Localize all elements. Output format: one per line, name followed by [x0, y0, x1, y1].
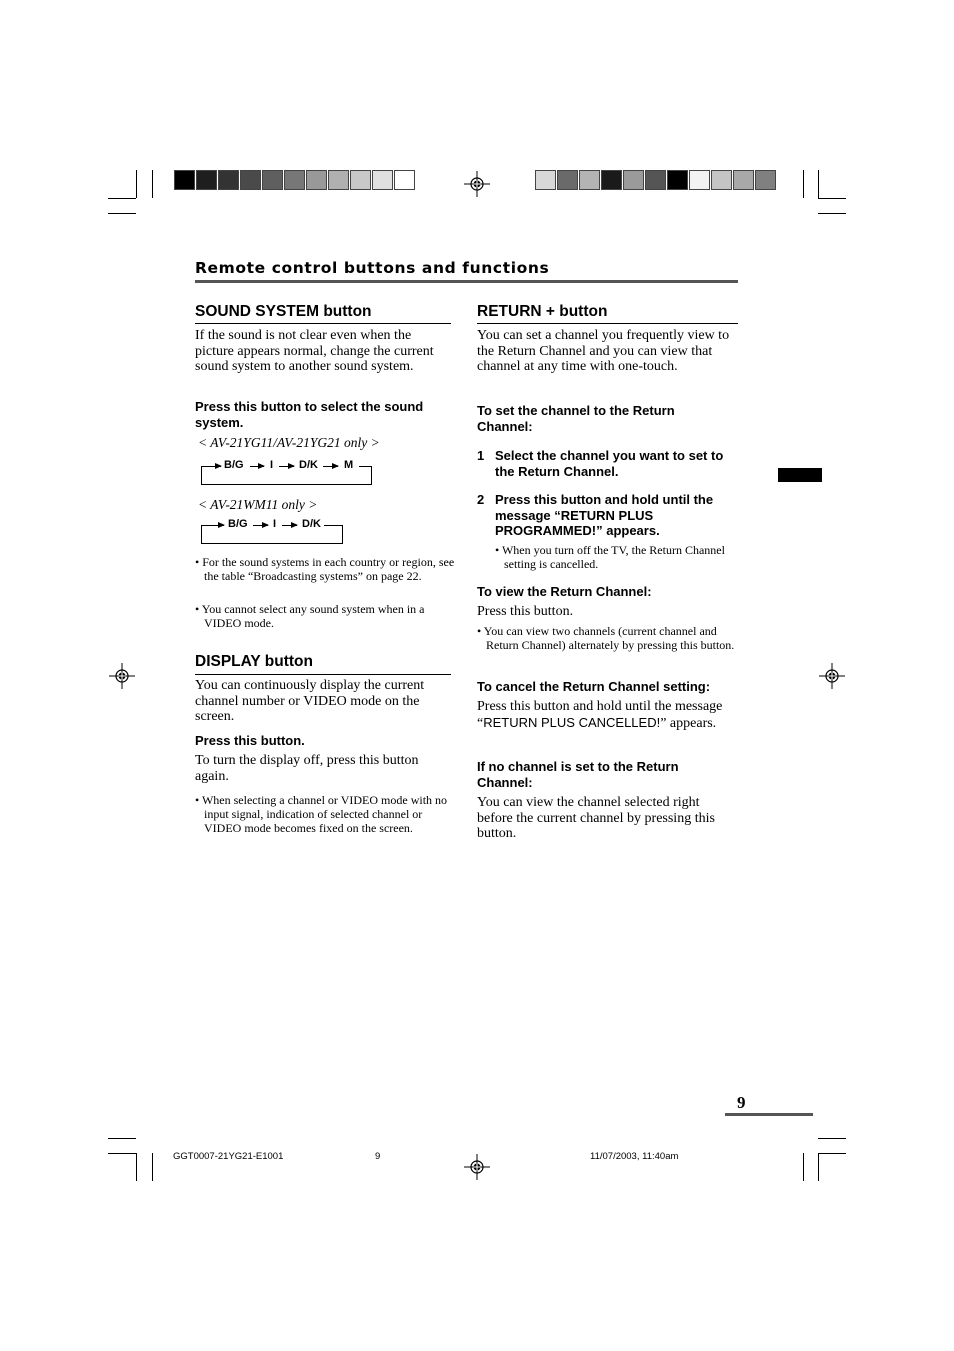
color-swatch	[262, 170, 283, 190]
sound-system-instruction: Press this button to select the sound system.	[195, 399, 424, 430]
model-note: < AV-21YG11/AV-21YG21 only >	[198, 435, 380, 450]
section-rule	[195, 674, 451, 675]
color-swatch	[328, 170, 349, 190]
sound-system-cycle-diagram	[201, 457, 373, 487]
crop-mark	[818, 1153, 846, 1154]
registration-mark-icon	[464, 1154, 490, 1180]
note: • You cannot select any sound system when in a VIDEO mode.	[195, 602, 425, 630]
crop-mark	[152, 170, 153, 198]
section-rule	[477, 323, 738, 324]
color-swatch	[601, 170, 622, 190]
display-title: DISPLAY button	[195, 653, 313, 670]
color-swatch	[667, 170, 688, 190]
sound-system-intro: If the sound is not clear even when the picture appears normal, change the current sound system to another sound system.	[195, 328, 434, 375]
registration-mark-icon	[109, 663, 135, 689]
return-title: RETURN + button	[477, 303, 608, 320]
model-note: < AV-21WM11 only >	[198, 497, 318, 512]
step-number: 2	[477, 492, 485, 507]
color-swatch	[733, 170, 754, 190]
crop-mark	[818, 1153, 819, 1181]
crop-mark	[108, 1138, 136, 1139]
diagram-label: D/K	[299, 459, 318, 471]
diagram-label: M	[344, 459, 354, 471]
crop-mark	[108, 213, 136, 214]
color-swatch	[306, 170, 327, 190]
crop-mark	[108, 198, 136, 199]
crop-mark	[803, 1153, 804, 1181]
crop-mark	[136, 170, 137, 198]
step-text: Select the channel you want to set to the Return Channel.	[495, 448, 724, 479]
color-swatch	[645, 170, 666, 190]
step-number: 1	[477, 448, 485, 463]
color-swatch	[284, 170, 305, 190]
return-view-heading: To view the Return Channel:	[477, 584, 652, 599]
diagram-label: I	[270, 459, 274, 471]
color-swatch	[557, 170, 578, 190]
page-number-rule	[725, 1113, 813, 1116]
step-text: Press this button and hold until the message “RETURN PLUS PROGRAMMED!” appears.	[495, 492, 714, 538]
color-swatch	[394, 170, 415, 190]
return-cancel-heading: To cancel the Return Channel setting:	[477, 679, 711, 694]
sound-system-title: SOUND SYSTEM button	[195, 303, 372, 320]
return-none-heading: If no channel is set to the Return Channel:	[477, 759, 679, 790]
color-swatch	[174, 170, 195, 190]
color-swatch	[711, 170, 732, 190]
text-part: ” appears.	[660, 715, 717, 731]
color-swatch	[240, 170, 261, 190]
color-swatch	[196, 170, 217, 190]
display-text: To turn the display off, press this button again.	[195, 753, 419, 784]
crop-mark	[108, 1153, 136, 1154]
display-intro: You can continuously display the current channel number or VIDEO mode on the screen.	[195, 678, 425, 725]
color-swatch	[535, 170, 556, 190]
crop-mark	[818, 198, 846, 199]
color-swatch	[218, 170, 239, 190]
crop-mark	[803, 170, 804, 198]
return-cancel-text	[477, 699, 740, 731]
footer-date: 11/07/2003, 11:40am	[590, 1151, 679, 1162]
diagram-label: D/K	[302, 518, 321, 530]
diagram-label: B/G	[224, 459, 244, 471]
note: • For the sound systems in each country or region, see the table “Broadcasting systems” on page 22.	[195, 555, 455, 583]
page-title: Remote control buttons and functions	[195, 259, 550, 277]
registration-mark-icon	[819, 663, 845, 689]
color-swatch	[755, 170, 776, 190]
crop-mark	[152, 1153, 153, 1181]
color-swatch	[350, 170, 371, 190]
diagram-label: B/G	[228, 518, 248, 530]
heading-rule	[195, 280, 738, 283]
return-intro: You can set a channel you frequently view to the Return Channel and you can view that channel at any time with one-touch.	[477, 328, 730, 375]
color-swatch	[689, 170, 710, 190]
crop-mark	[136, 1153, 137, 1181]
section-tab	[778, 468, 822, 482]
sound-system-cycle-diagram	[201, 516, 345, 546]
crop-mark	[818, 1138, 846, 1139]
return-set-heading: To set the channel to the Return Channel:	[477, 403, 675, 434]
return-view-text: Press this button.	[477, 604, 574, 619]
note: • You can view two channels (current channel and Return Channel) alternately by pressing this button.	[477, 624, 735, 652]
note: • When selecting a channel or VIDEO mode with no input signal, indication of selected channel or VIDEO mode becomes fixed on the screen.	[195, 793, 448, 835]
section-rule	[195, 323, 451, 324]
color-swatch	[579, 170, 600, 190]
page-number: 9	[737, 1093, 746, 1112]
color-swatch	[372, 170, 393, 190]
note: • When you turn off the TV, the Return Channel setting is cancelled.	[495, 543, 725, 571]
diagram-label: I	[273, 518, 277, 530]
color-swatch	[623, 170, 644, 190]
display-instruction: Press this button.	[195, 733, 305, 748]
crop-mark	[818, 213, 846, 214]
return-none-text: You can view the channel selected right before the current channel by pressing this button.	[477, 795, 715, 842]
footer-page: 9	[375, 1151, 381, 1162]
message-text: RETURN PLUS CANCELLED!	[483, 714, 661, 730]
text-part: Press this button and hold until the message “	[477, 699, 723, 731]
footer-doc-code: GGT0007-21YG21-E1001	[173, 1151, 284, 1162]
registration-mark-icon	[464, 171, 490, 197]
crop-mark	[818, 170, 819, 198]
